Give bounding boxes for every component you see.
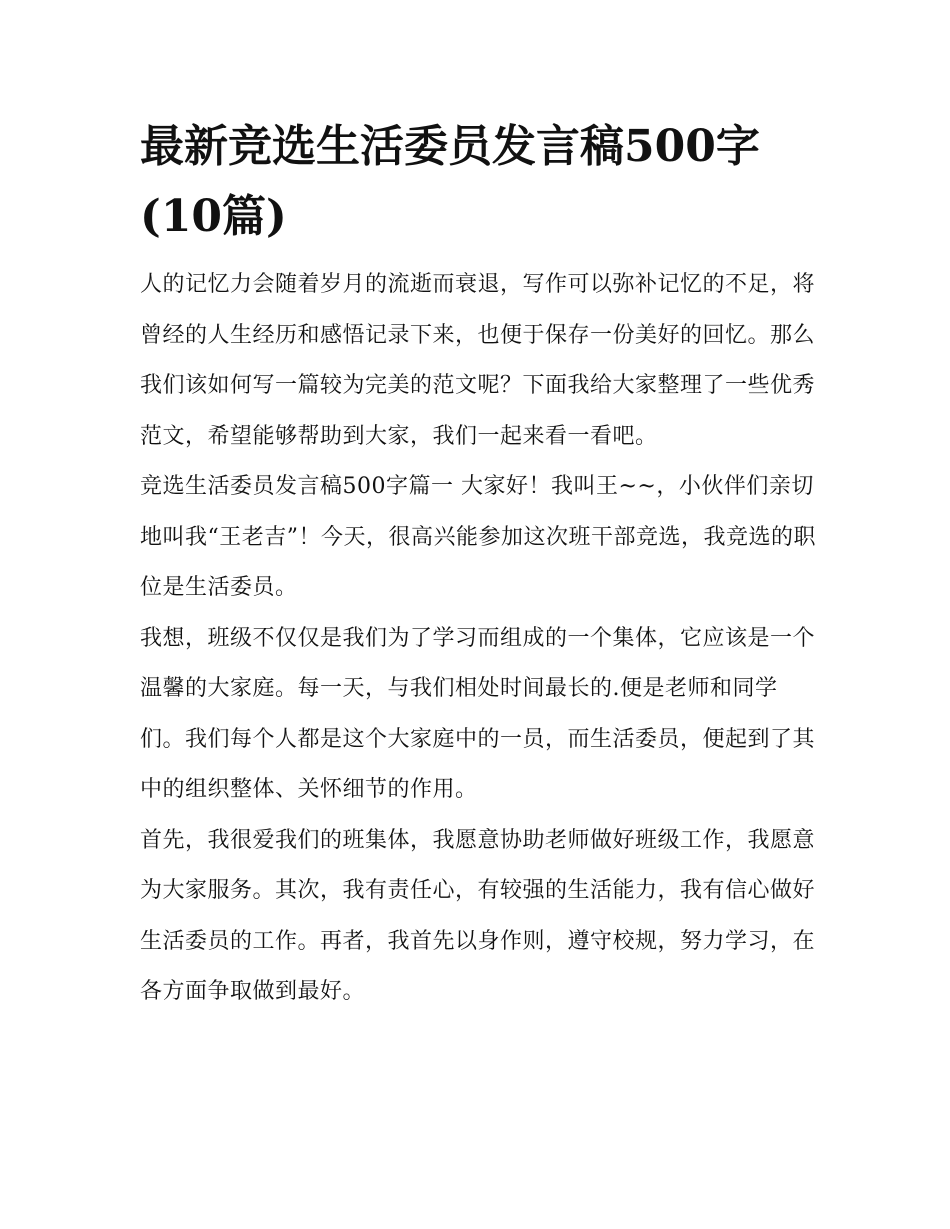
document-title: 最新竞选生活委员发言稿500字(10篇)	[140, 121, 760, 242]
paragraph-reasons: 首先，我很爱我们的班集体，我愿意协助老师做好班级工作，我愿意为大家服务。其次，我有责任心，有较强的生活能力，我有信心做好生活委员的工作。再者，我首先以身作则，遵守校规，努力学习，在各方面争取做到最好。	[140, 827, 816, 1004]
paragraph-class-family: 我想，班级不仅仅是我们为了学习而组成的一个集体，它应该是一个温馨的大家庭。每一天，与我们相处时间最长的.便是老师和同学们。我们每个人都是这个大家庭中的一员，而生活委员，便起到了其中的组织整体、关怀细节的作用。	[140, 625, 816, 802]
document-page	[140, 112, 820, 1018]
paragraph-intro: 人的记忆力会随着岁月的流逝而衰退，写作可以弥补记忆的不足，将曾经的人生经历和感悟记录下来，也便于保存一份美好的回忆。那么我们该如何写一篇较为完美的范文呢？下面我给大家整理了一些优秀范文，希望能够帮助到大家，我们一起来看一看吧。	[140, 272, 816, 449]
paragraph-greeting: 竞选生活委员发言稿500字篇一 大家好！我叫王~~，小伙伴们亲切地叫我“王老吉”！今天，很高兴能参加这次班干部竞选，我竞选的职位是生活委员。	[140, 474, 816, 600]
